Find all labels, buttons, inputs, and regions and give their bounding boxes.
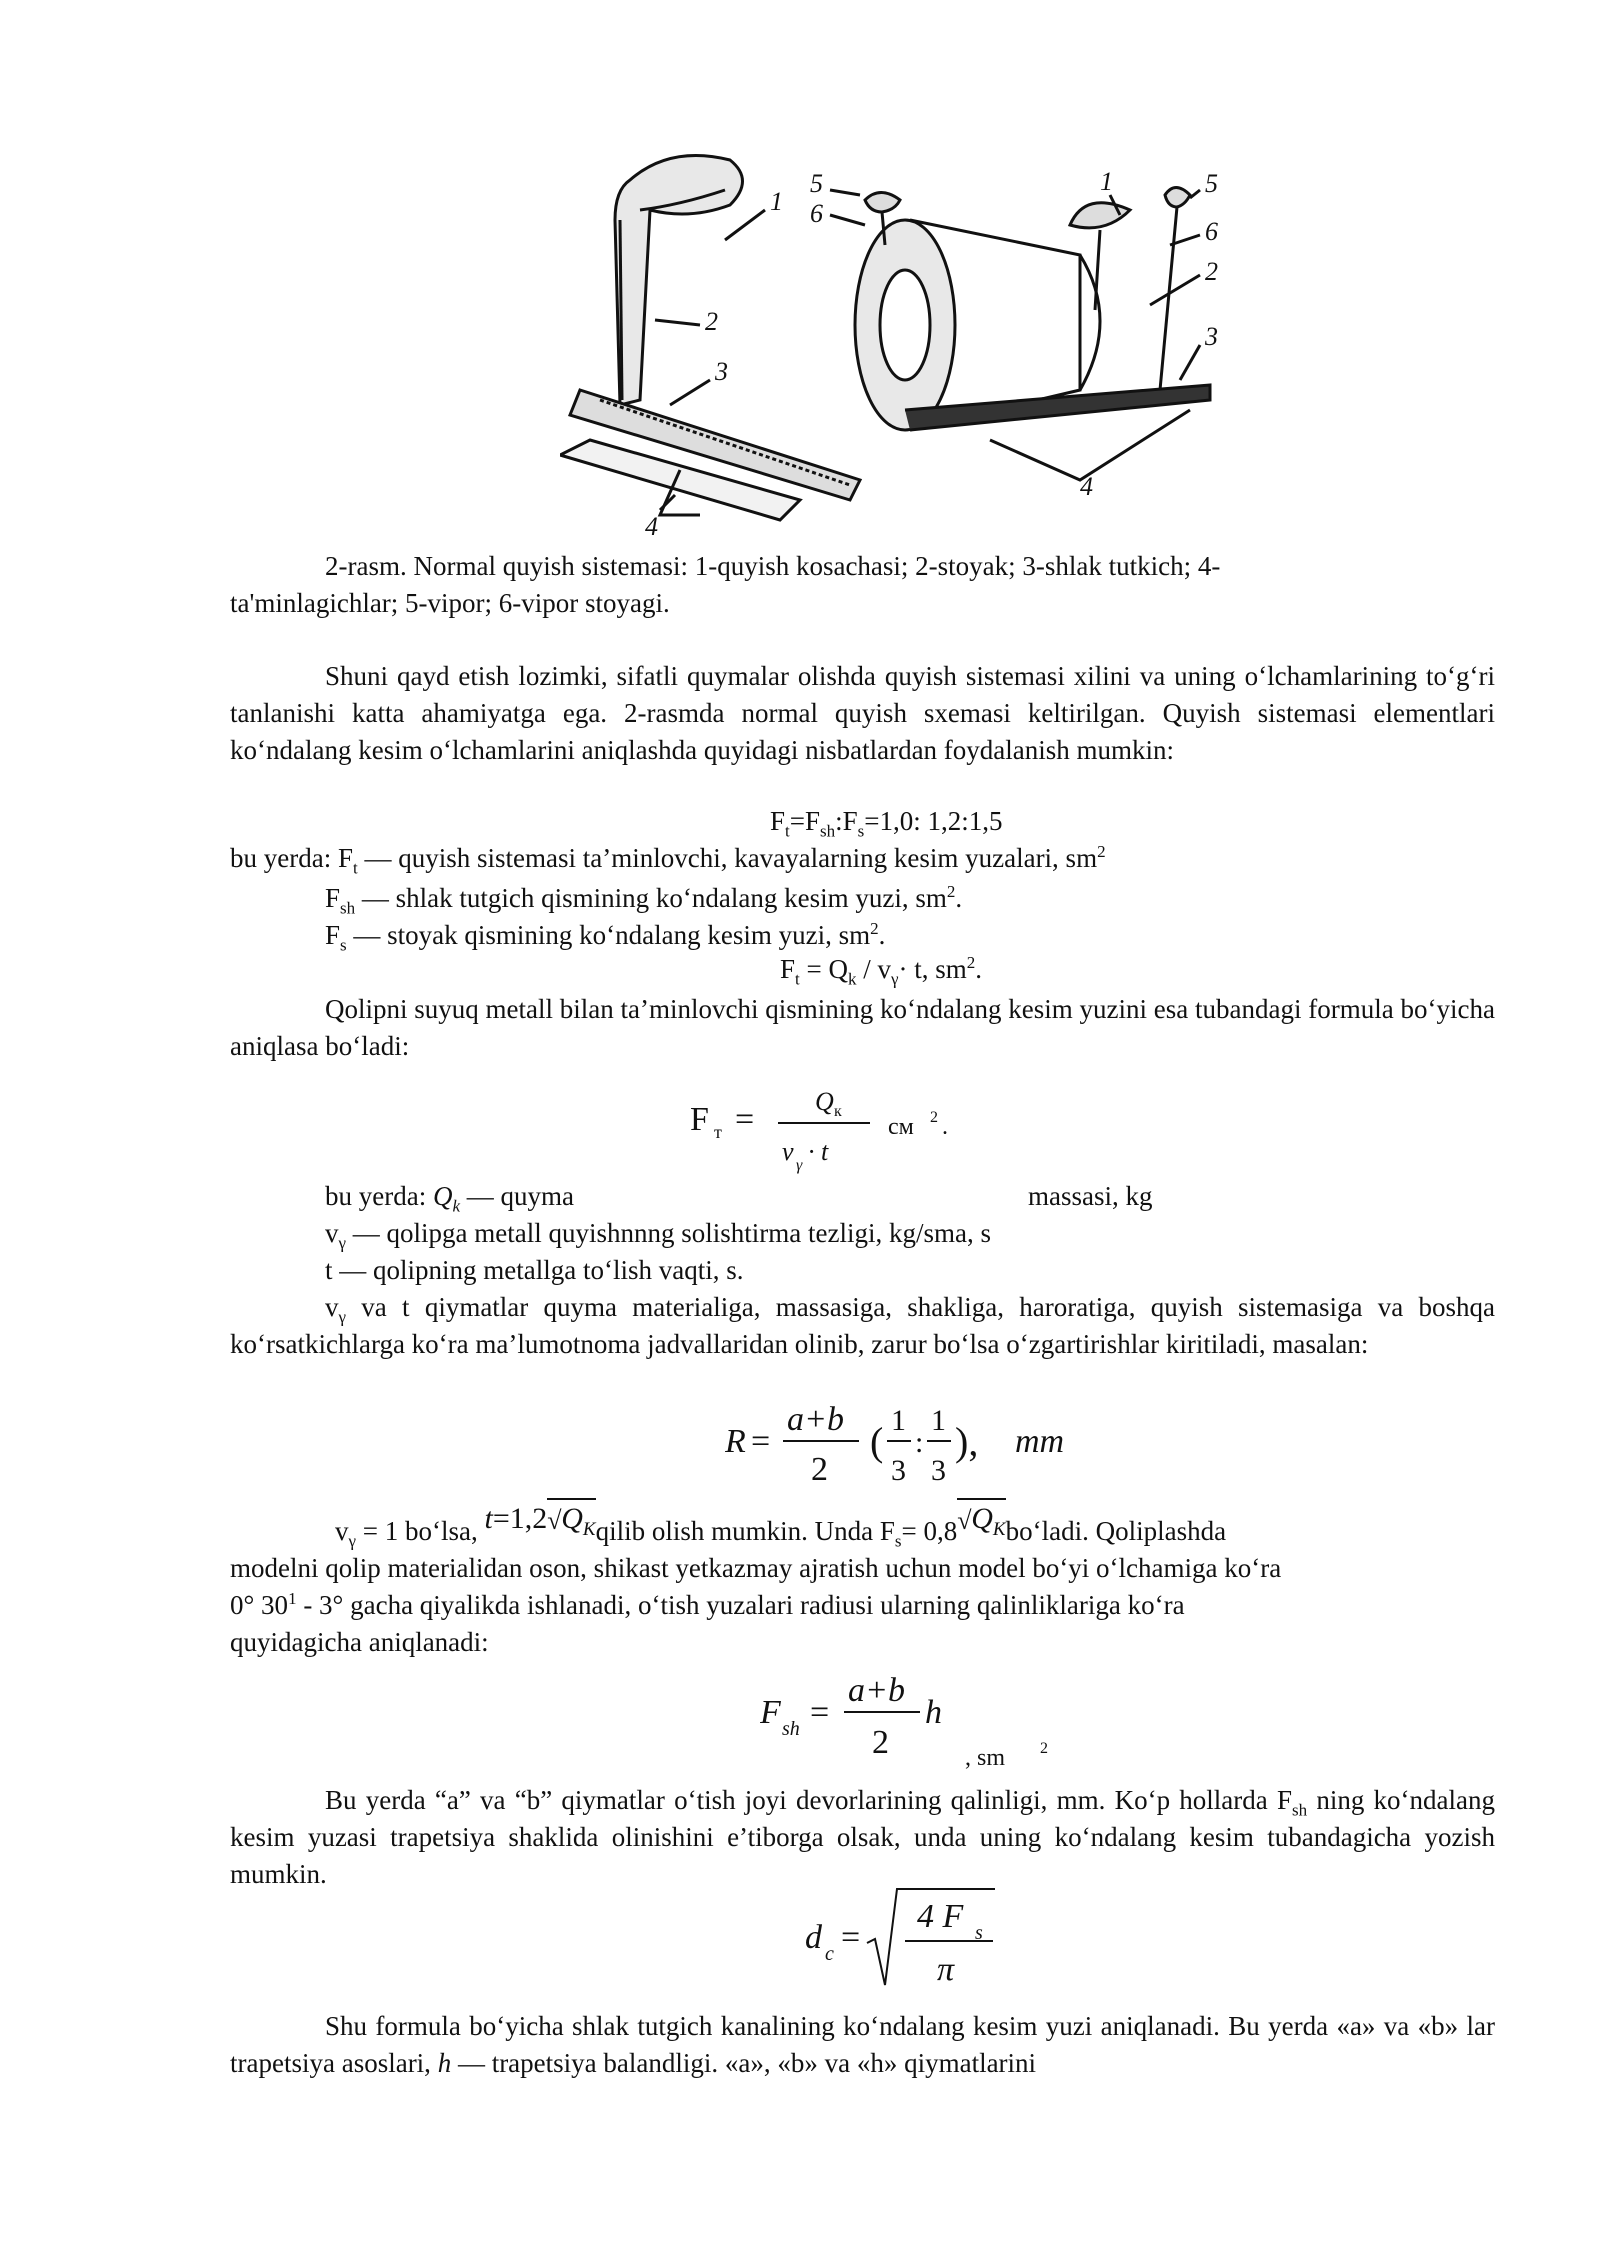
svg-text:2: 2 — [1040, 1740, 1048, 1757]
paragraph-vy-t: $v_\gamma$ va t qiymatlar quyma materialiga, massasiga, shakliga, haroratiga, quyish sistemasiga va boshqa ko‘rsatkichlarga ko‘ra ma’lumotnoma jadvallaridan olinib, zarur bo‘lsa o‘zgartirishlar kiritiladi, masalan: — [230, 1292, 1495, 1359]
figure-label: 5 — [1205, 169, 1218, 198]
formula-r — [725, 1395, 1105, 1495]
casting-system-figure — [560, 150, 1240, 540]
svg-text:a+b: a+b — [787, 1401, 844, 1438]
definition-qk-end: massasi, kg — [1028, 1181, 1153, 1211]
svg-text:=: = — [810, 1694, 830, 1731]
svg-text:2: 2 — [930, 1109, 938, 1126]
svg-text:2: 2 — [811, 1451, 828, 1488]
paragraph-vy-one: $v_\gamma = 1$ bo‘lsa, t=1,2 √ $Q_Kqilib$ olish mumkin. Unda $F_s= 0,8$ √ $Q_Kbo‘ladi$. Qoliplashda modelni qolip materialidan oson, shikast yetkazmay ajratish uchun model bo‘yi o‘lchamiga ko‘ra 0° $30^1 - 3^\circ$ gacha qiyalikda ishlanadi, o‘tish yuzalari radiusi ularning qalinliklariga ko‘ra quyidagicha aniqlanadi: — [230, 1510, 1495, 1661]
formula-dc — [805, 1885, 1005, 1995]
figure-label: 3 — [1205, 322, 1218, 351]
definition-vy: $v_\gamma$ — qolipga metall quyishnnng solishtirma tezligi, kg/sma, s — [325, 1218, 991, 1253]
ratio-formula: $F_t=F_{sh}:F_s=1,0$: 1,2:1,5 — [770, 806, 1003, 841]
definition-t: t — qolipning metallga to‘lish vaqti, s. — [325, 1255, 744, 1285]
svg-text:3: 3 — [931, 1454, 946, 1487]
svg-text::: : — [915, 1426, 924, 1459]
svg-text:=: = — [841, 1919, 861, 1956]
svg-text:=: = — [751, 1423, 771, 1460]
svg-text:R: R — [725, 1423, 746, 1460]
svg-text:, sm: , sm — [965, 1745, 1006, 1771]
svg-text:F: F — [690, 1101, 709, 1138]
svg-text:т: т — [714, 1122, 722, 1142]
svg-text:a+b: a+b — [848, 1672, 905, 1709]
svg-text:),: ), — [955, 1419, 979, 1464]
paragraph-trapezoid: Bu yerda “a” va “b” qiymatlar o‘tish joyi devorlarining qalinligi, mm. Ko‘p hollarda $F_{sh}$ ning ko‘ndalang kesim yuzasi trapetsiya shaklida olinishini e’tiborga olsak, unda uning ko‘ndalang kesim tubandagicha yozish mumkin. — [230, 1785, 1495, 1889]
svg-text:F: F — [760, 1694, 781, 1731]
svg-text:mm: mm — [1015, 1423, 1065, 1460]
figure-label: 6 — [1205, 217, 1218, 246]
caption-line: 2-rasm. Normal quyish sistemasi: 1-quyish kosachasi; 2-stoyak; 3-shlak tutkich; 4- — [325, 551, 1221, 581]
svg-text:=: = — [735, 1101, 755, 1138]
svg-text:Q: Q — [815, 1087, 834, 1116]
definition-fsh: $F_{sh}$ — shlak tutgich qismining ko‘ndalang kesim yuzi, $sm^2$. — [325, 882, 963, 918]
paragraph-intro: Shuni qayd etish lozimki, sifatli quymalar olishda quyish sistemasi xilini va uning o‘lchamlarining to‘g‘ri tanlanishi katta ahamiyatga ega. 2-rasmda normal quyish sxemasi keltirilgan. Quyish sistemasi elementlari ko‘ndalang kesim o‘lchamlarini aniqlashda quyidagi nisbatlardan foydalanish mumkin: — [230, 661, 1495, 765]
figure-caption — [230, 548, 1495, 622]
svg-text:см: см — [888, 1114, 914, 1140]
svg-text:.: . — [942, 1114, 948, 1140]
figure-label: 1 — [1100, 167, 1113, 196]
svg-text:d: d — [805, 1919, 822, 1956]
figure-label: 2 — [1205, 257, 1218, 286]
definition-ft: bu yerda: $F_t$ — quyish sistemasi ta’minlovchi, kavayalarning kesim yuzalari, $sm^2$ — [230, 842, 1106, 878]
svg-text:(: ( — [870, 1419, 884, 1464]
svg-text:к: к — [834, 1103, 842, 1120]
figure-label: 6 — [810, 199, 823, 228]
svg-text:sh: sh — [782, 1718, 800, 1740]
svg-text:1: 1 — [931, 1404, 946, 1437]
paragraph-ft-formula: Qolipni suyuq metall bilan ta’minlovchi qismining ko‘ndalang kesim yuzini esa tubandagi formula bo‘yicha aniqlasa bo‘ladi: — [230, 994, 1495, 1061]
svg-text:4 F: 4 F — [917, 1898, 964, 1935]
figure-label: 2 — [705, 307, 718, 336]
figure-label: 5 — [810, 169, 823, 198]
svg-text:γ: γ — [796, 1157, 803, 1174]
paragraph-final: Shu formula bo‘yicha shlak tutgich kanalining ko‘ndalang kesim yuzi aniqlanadi. Bu yerda «a» va «b» lar trapetsiya asoslari, h — trapetsiya balandligi. «a», «b» va «h» qiymatlarini — [230, 2011, 1495, 2078]
caption-line: ta'minlagichlar; 5-vipor; 6-vipor stoyagi. — [230, 588, 670, 618]
ft-formula-inline: $F_t = Q_k / v_\gamma\cdot t$, $sm^2$. — [780, 953, 983, 989]
formula-fsh — [760, 1665, 1060, 1775]
figure-label: 4 — [645, 512, 658, 540]
definition-qk: bu yerda: $Q_k$ — quyma — [325, 1181, 575, 1216]
svg-text:· t: · t — [808, 1137, 829, 1166]
figure-label: 4 — [1080, 472, 1093, 501]
definition-fs: $F_s$ — stoyak qismining ko‘ndalang kesim yuzi, $sm^2$. — [325, 919, 886, 955]
svg-text:2: 2 — [872, 1724, 889, 1761]
svg-text:v: v — [782, 1137, 794, 1166]
svg-text:s: s — [975, 1922, 983, 1944]
svg-text:π: π — [937, 1951, 955, 1988]
svg-text:c: c — [825, 1943, 834, 1965]
svg-text:1: 1 — [891, 1404, 906, 1437]
figure-label: 1 — [770, 187, 783, 216]
formula-ft-display — [690, 1082, 970, 1182]
svg-text:3: 3 — [891, 1454, 906, 1487]
figure-label: 3 — [715, 357, 728, 386]
svg-text:h: h — [925, 1694, 942, 1731]
